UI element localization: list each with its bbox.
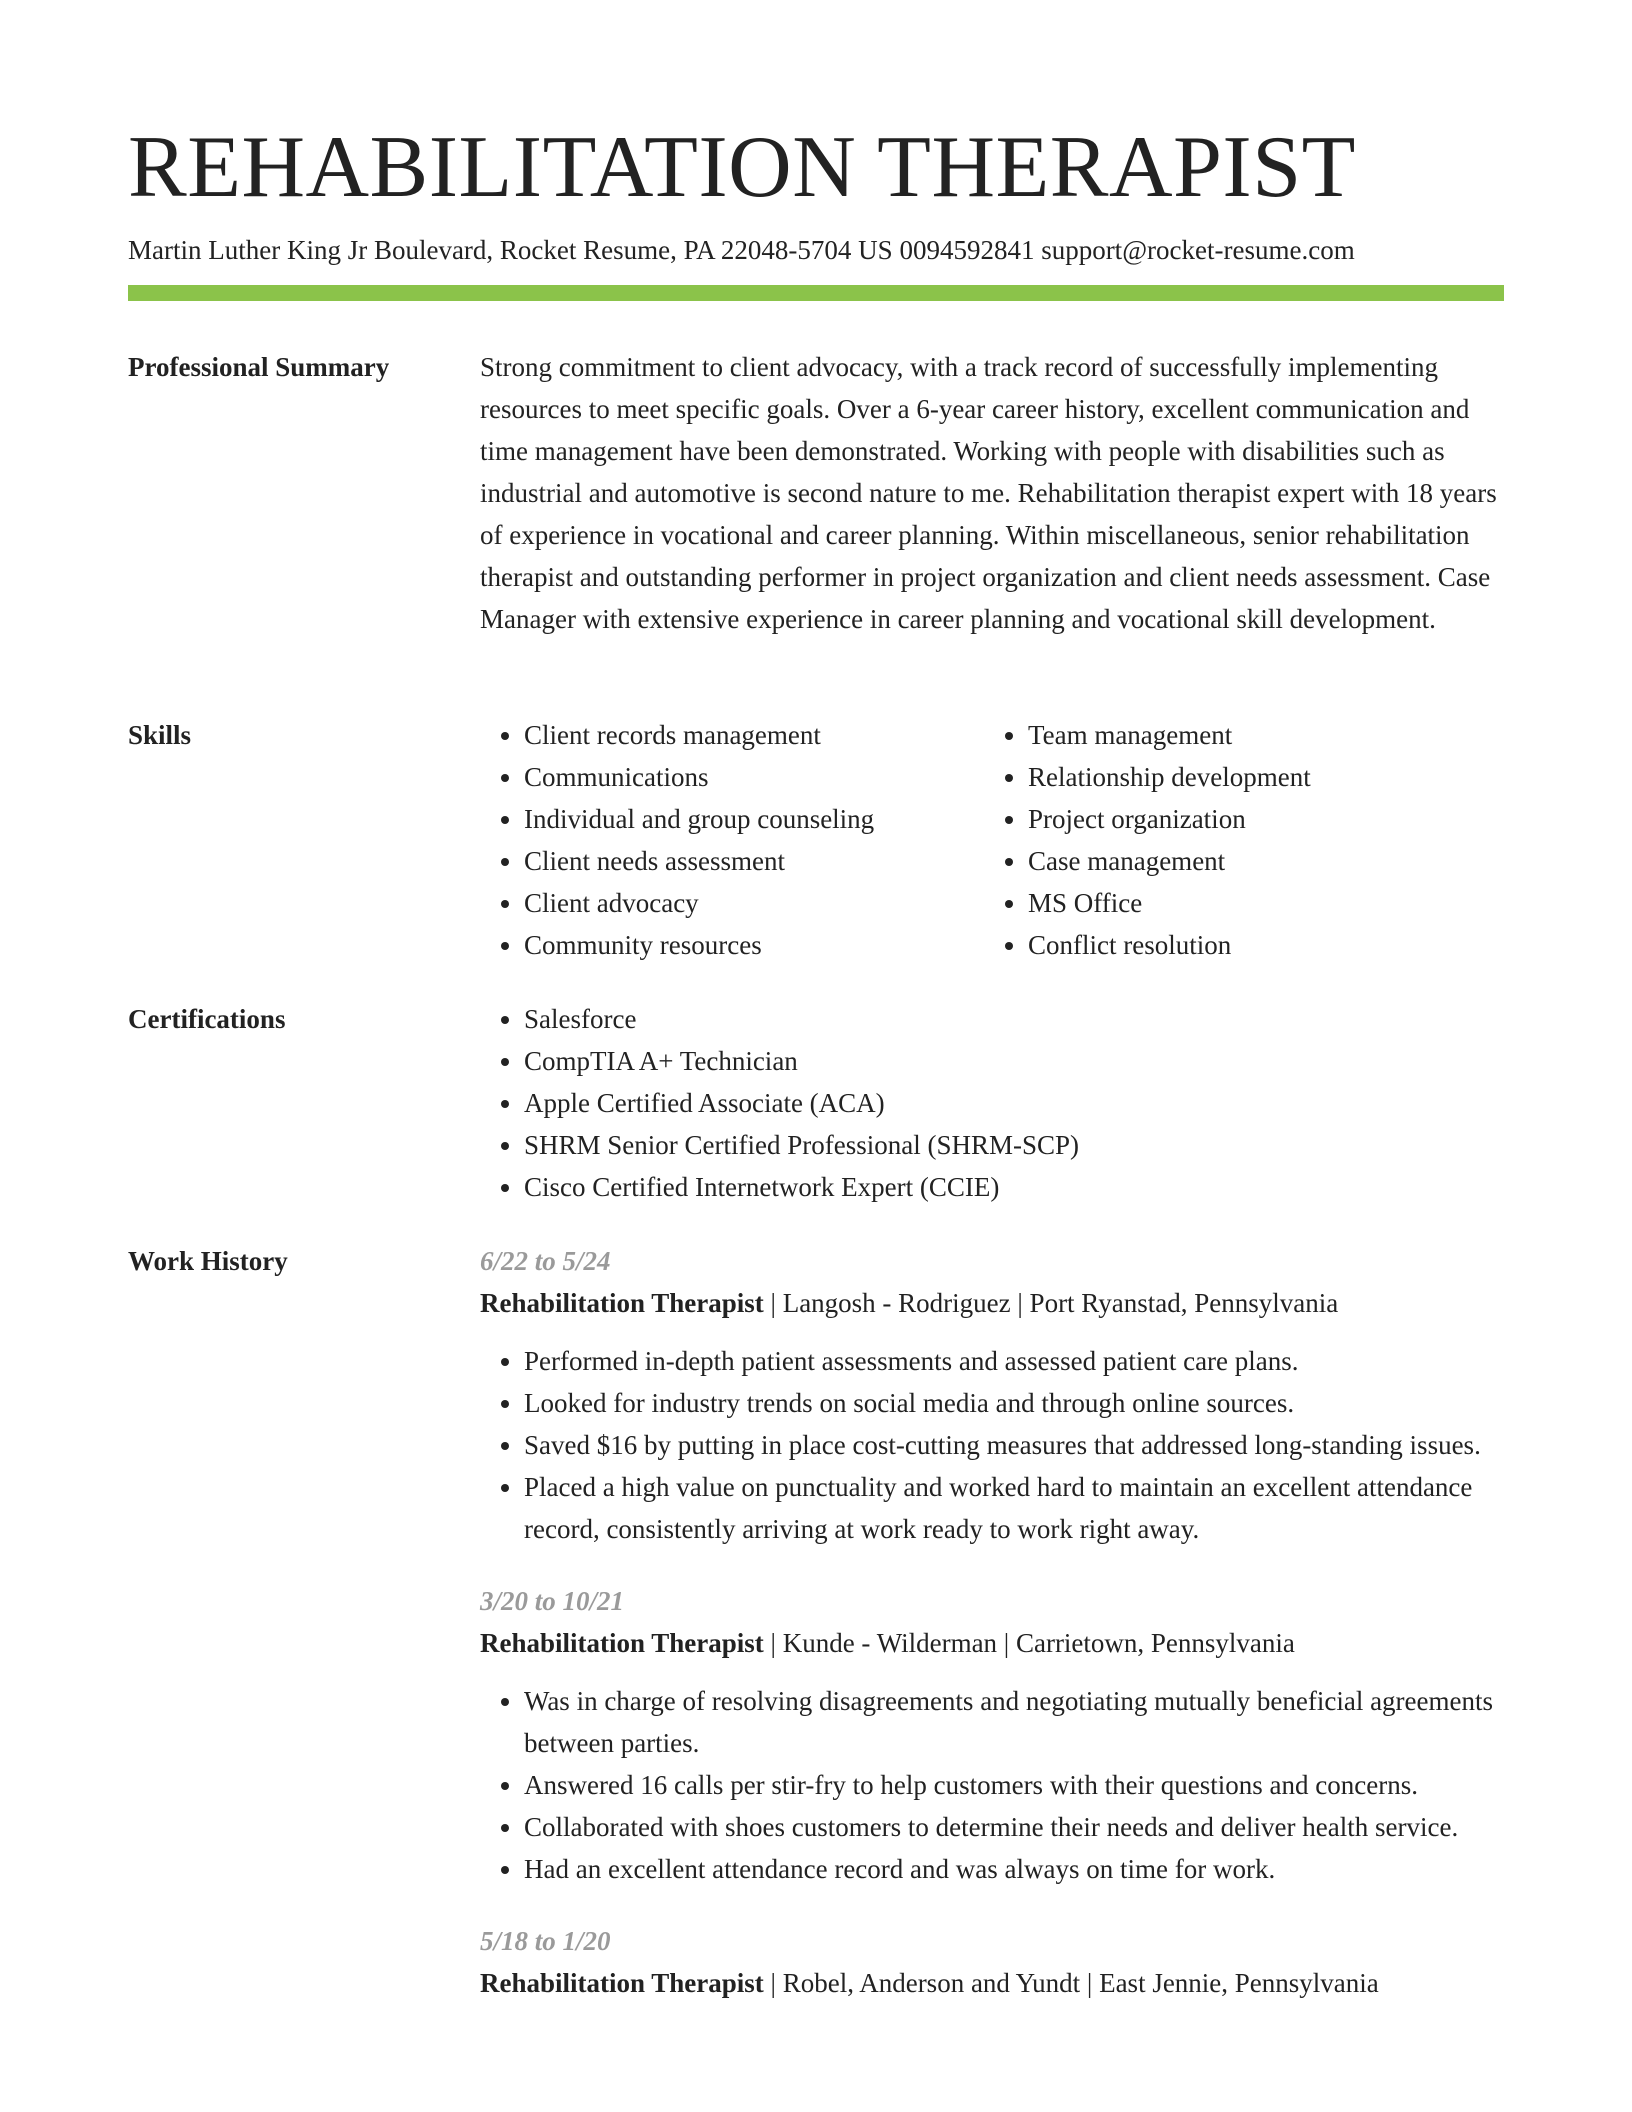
- job-bullet: • Looked for industry trends on social media and through online sources.: [524, 1382, 1504, 1424]
- certification-item: • CompTIA A+ Technician: [524, 1040, 1504, 1082]
- contact-line: Martin Luther King Jr Boulevard, Rocket Resume, PA 22048-5704 US 0094592841 support@rocket-resume.com: [128, 235, 1355, 265]
- skill-item: • Project organization: [1028, 798, 1488, 840]
- skills-label: Skills: [128, 720, 192, 750]
- job-details: | Langosh - Rodriguez | Port Ryanstad, Pennsylvania: [763, 1288, 1339, 1318]
- skill-item: • Communications: [524, 756, 984, 798]
- job-entry: [480, 1920, 1504, 2004]
- job-bullet: • Was in charge of resolving disagreements and negotiating mutually beneficial agreements between parties.: [524, 1680, 1504, 1764]
- work-history-body: [480, 1240, 1504, 2034]
- accent-divider: [128, 285, 1504, 301]
- skill-item: • MS Office: [1028, 882, 1488, 924]
- job-title: Rehabilitation Therapist: [480, 1288, 764, 1318]
- certification-item: • Salesforce: [524, 998, 1504, 1040]
- certifications-label: Certifications: [128, 1004, 286, 1034]
- job-dates: 6/22 to 5/24: [480, 1246, 611, 1276]
- skill-item: • Team management: [1028, 714, 1488, 756]
- job-bullet: • Saved $16 by putting in place cost-cutting measures that addressed long-standing issues.: [524, 1424, 1504, 1466]
- job-bullet: • Answered 16 calls per stir-fry to help customers with their questions and concerns.: [524, 1764, 1504, 1806]
- summary-text: Strong commitment to client advocacy, with a track record of successfully implementing resources to meet specific goals. Over a 6-year career history, excellent communication and time management have been demonstrated. Working with people with disabilities such as industrial and automotive is second nature to me. Rehabilitation therapist expert with 18 years of experience in vocational and career planning. Within miscellaneous, senior rehabilitation therapist and outstanding performer in project organization and client needs assessment. Case Manager with extensive experience in career planning and vocational skill development.: [480, 352, 1497, 634]
- certification-item: • SHRM Senior Certified Professional (SHRM-SCP): [524, 1124, 1504, 1166]
- certifications-body: [480, 998, 1504, 1208]
- job-heading: [480, 1962, 1504, 2004]
- job-bullet: • Had an excellent attendance record and was always on time for work.: [524, 1848, 1504, 1890]
- job-details: | Kunde - Wilderman | Carrietown, Pennsylvania: [763, 1628, 1295, 1658]
- job-details: | Robel, Anderson and Yundt | East Jennie, Pennsylvania: [763, 1968, 1379, 1998]
- skills-column-right: [984, 714, 1488, 966]
- job-title: Rehabilitation Therapist: [480, 1968, 764, 1998]
- job-bullet: • Placed a high value on punctuality and worked hard to maintain an excellent attendance record, consistently arriving at work ready to work right away.: [524, 1466, 1504, 1550]
- job-bullet: • Performed in-depth patient assessments and assessed patient care plans.: [524, 1340, 1504, 1382]
- job-entry: [480, 1580, 1504, 1890]
- job-bullet: • Collaborated with shoes customers to determine their needs and deliver health service.: [524, 1806, 1504, 1848]
- skill-item: • Client advocacy: [524, 882, 984, 924]
- skill-item: • Relationship development: [1028, 756, 1488, 798]
- skill-item: • Case management: [1028, 840, 1488, 882]
- resume-title: REHABILITATION THERAPIST: [128, 119, 1356, 216]
- job-dates: 5/18 to 1/20: [480, 1926, 611, 1956]
- summary-label: Professional Summary: [128, 352, 390, 382]
- job-heading: [480, 1622, 1504, 1664]
- skill-item: • Client records management: [524, 714, 984, 756]
- summary-body: [480, 346, 1504, 640]
- skills-column-left: [480, 714, 984, 966]
- job-title: Rehabilitation Therapist: [480, 1628, 764, 1658]
- certification-item: • Apple Certified Associate (ACA): [524, 1082, 1504, 1124]
- job-entry: [480, 1240, 1504, 1550]
- job-heading: [480, 1282, 1504, 1324]
- certification-item: • Cisco Certified Internetwork Expert (CCIE): [524, 1166, 1504, 1208]
- skill-item: • Individual and group counseling: [524, 798, 984, 840]
- skill-item: • Conflict resolution: [1028, 924, 1488, 966]
- job-dates: 3/20 to 10/21: [480, 1586, 625, 1616]
- skill-item: • Community resources: [524, 924, 984, 966]
- work-history-label: Work History: [128, 1246, 288, 1276]
- skills-body: [480, 714, 1504, 966]
- skill-item: • Client needs assessment: [524, 840, 984, 882]
